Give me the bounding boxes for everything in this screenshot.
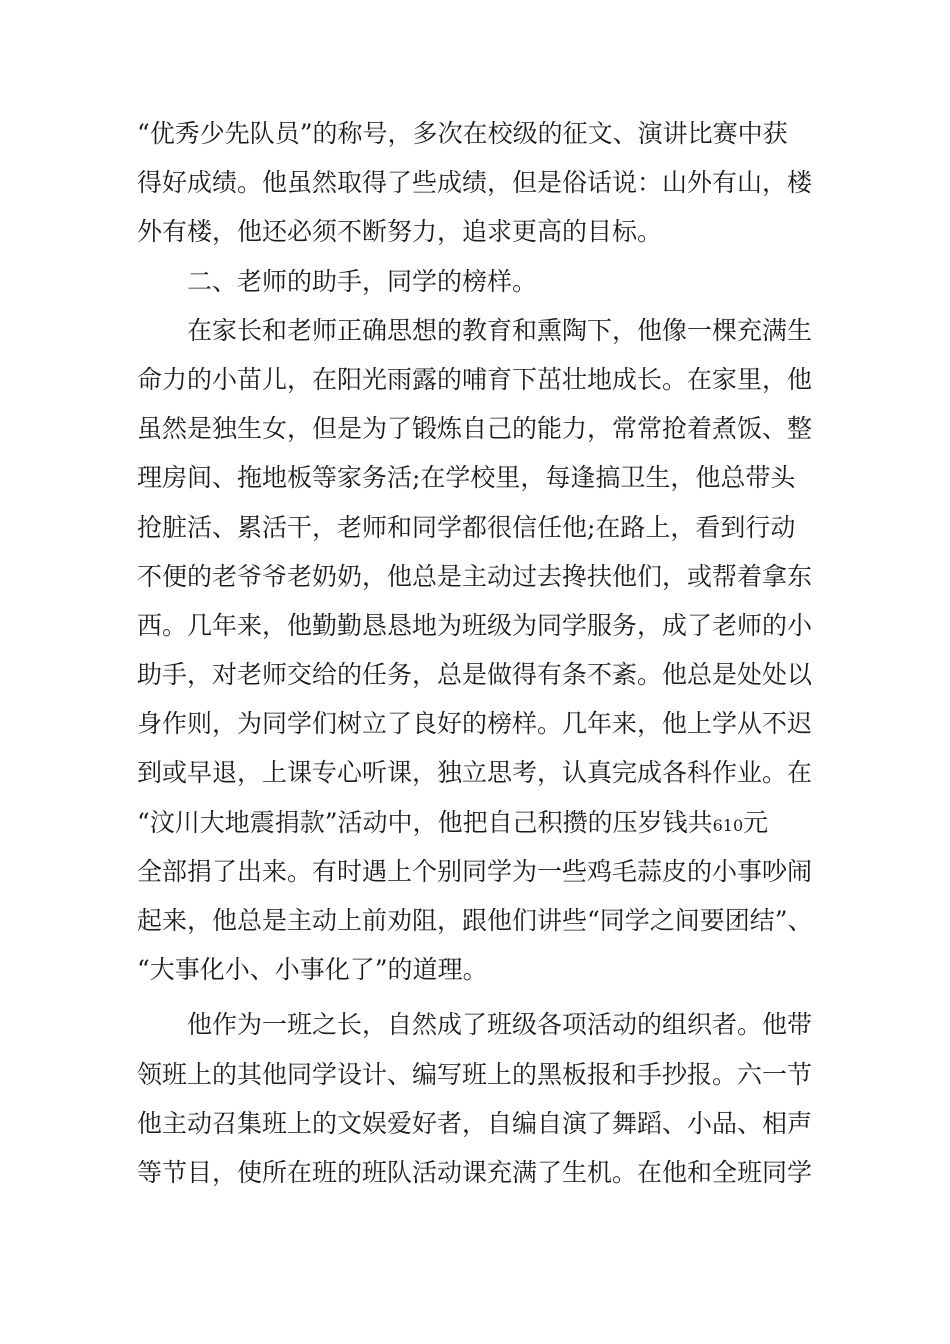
text-line: 得好成绩。他虽然取得了些成绩，但是俗话说：山外有山，楼: [137, 168, 813, 198]
text-line: “大事化小、小事化了”的道理。: [137, 955, 488, 985]
text-line: 全部捐了出来。有时遇上个别同学为一些鸡毛蒜皮的小事吵闹: [137, 856, 813, 886]
text-line: 他主动召集班上的文娱爱好者，自编自演了舞蹈、小品、相声: [137, 1108, 813, 1138]
text-segment: “汶川大地震捐款”活动中，他把自己积攒的压岁钱共: [137, 807, 713, 837]
text-line: 领班上的其他同学设计、编写班上的黑板报和手抄报。六一节: [137, 1059, 813, 1089]
text-line: 他作为一班之长，自然成了班级各项活动的组织者。他带: [187, 1010, 813, 1040]
text-line: 身作则，为同学们树立了良好的榜样。几年来，他上学从不迟: [137, 709, 813, 739]
text-line: 外有楼，他还必须不断努力，追求更高的目标。: [137, 217, 663, 247]
text-line: 等节目，使所在班的班队活动课充满了生机。在他和全班同学: [137, 1157, 813, 1187]
text-line: 西。几年来，他勤勤恳恳地为班级为同学服务，成了老师的小: [137, 610, 813, 640]
text-line: “优秀少先队员”的称号，多次在校级的征文、演讲比赛中获: [137, 119, 788, 148]
donation-unit: 元: [743, 807, 769, 837]
text-line: 起来，他总是主动上前劝阻，跟他们讲些“同学之间要团结”、: [137, 906, 813, 935]
text-line: 助手，对老师交给的任务，总是做得有条不紊。他总是处处以: [137, 660, 813, 690]
text-line: 虽然是独生女，但是为了锻炼自己的能力，常常抢着煮饭、整: [137, 414, 813, 444]
section-heading: 二、老师的助手，同学的榜样。: [187, 266, 538, 296]
text-line: 理房间、拖地板等家务活;在学校里，每逢搞卫生，他总带头: [137, 463, 796, 493]
document-body: [137, 109, 837, 1197]
text-line: 不便的老爷爷老奶奶，他总是主动过去搀扶他们，或帮着拿东: [137, 561, 813, 591]
text-line: [137, 798, 837, 847]
text-line: 抢脏活、累活干，老师和同学都很信任他;在路上，看到行动: [137, 512, 796, 542]
donation-amount: 610: [712, 815, 744, 835]
text-line: 命力的小苗儿，在阳光雨露的哺育下茁壮地成长。在家里，他: [137, 364, 813, 394]
text-line: 在家长和老师正确思想的教育和熏陶下，他像一棵充满生: [187, 315, 813, 345]
text-line: 到或早退，上课专心听课，独立思考，认真完成各科作业。在: [137, 758, 813, 788]
